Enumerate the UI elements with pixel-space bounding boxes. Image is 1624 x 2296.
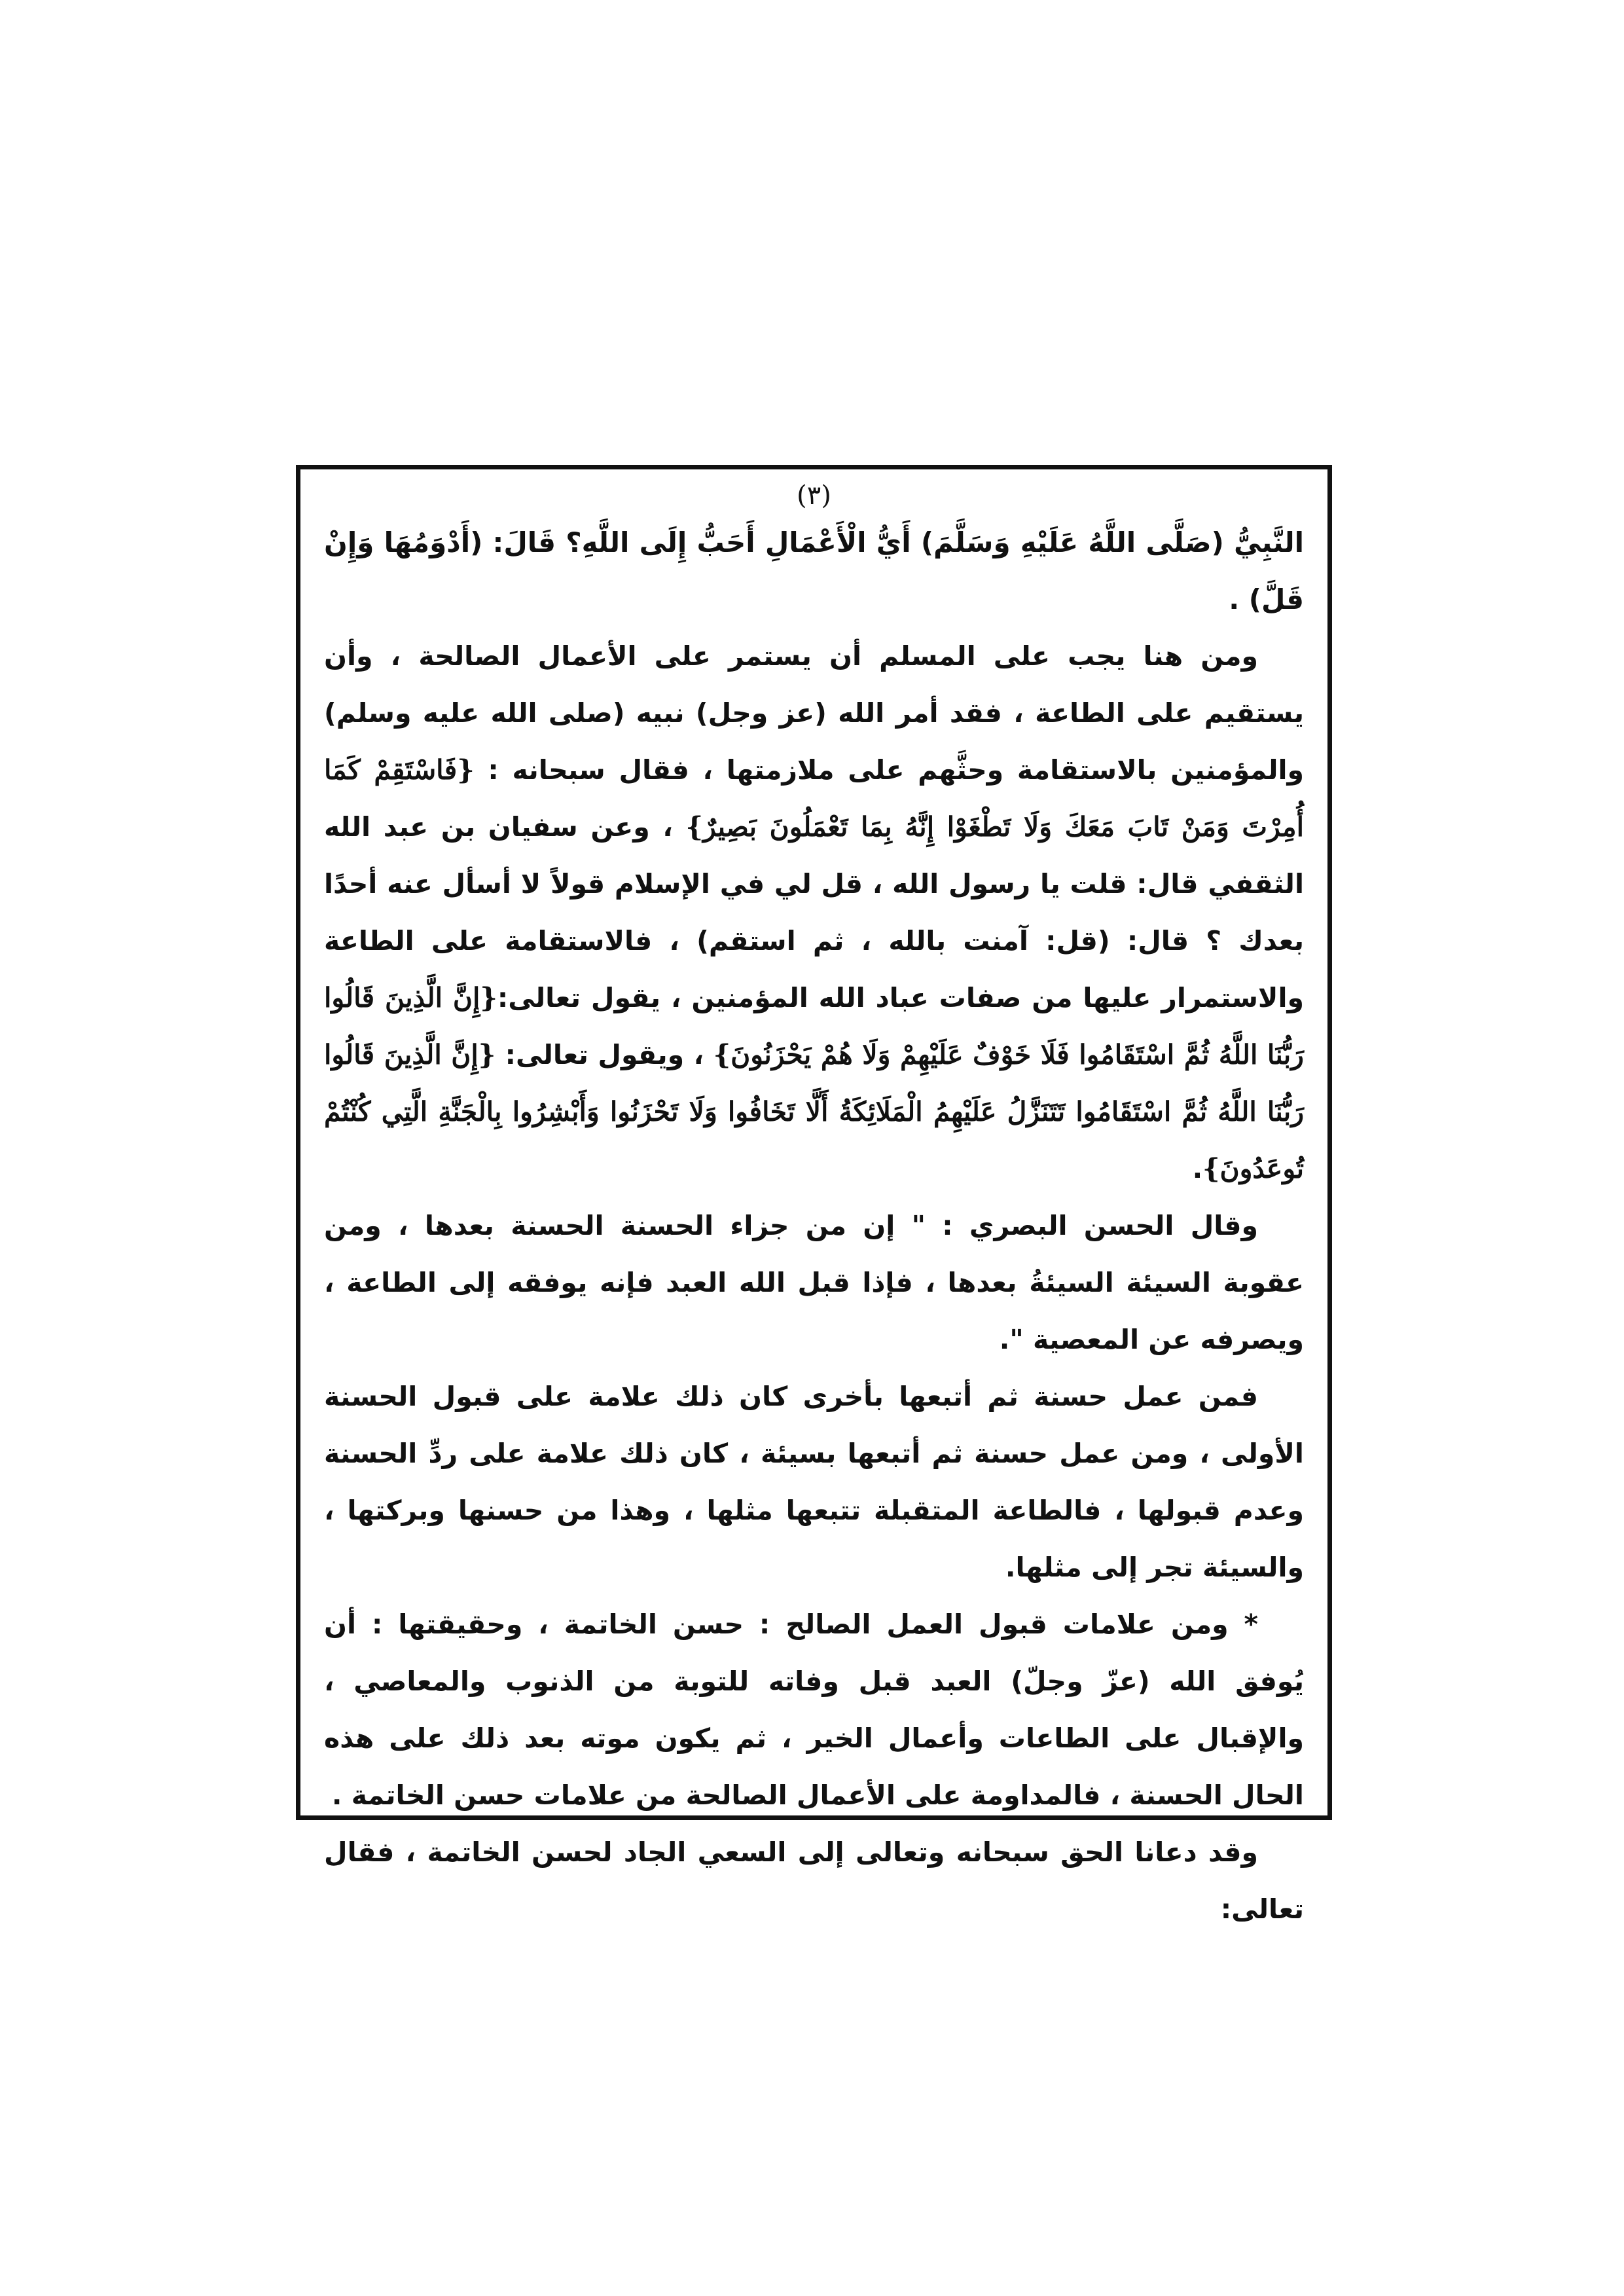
quran-verse-hud: {فَاسْتَقِمْ كَمَا أُمِرْتَ وَمَنْ تَابَ مَعَكَ وَلَا تَطْغَوْا إِنَّهُ بِمَا تَعْمَلُونَ بَصِيرٌ} <box>324 754 1304 843</box>
body-text <box>324 514 1304 1938</box>
paragraph-text: ومن هنا يجب على المسلم أن يستمر على الأعمال الصالحة ، وأن يستقيم على الطاعة ، فقد أمر الله (عز وجل) نبيه (صلى الله عليه وسلم) والمؤمنين بالاستقامة وحثَّهم على ملازمتها ، فقال سبحانه : <box>324 640 1305 786</box>
paragraph-hasan-basri <box>324 1197 1304 1368</box>
page-number: (٣) <box>797 481 831 511</box>
paragraph-istiqama <box>324 628 1304 1197</box>
hadith-text: النَّبِيُّ (صَلَّى اللَّهُ عَلَيْهِ وَسَلَّمَ) أَيُّ الْأَعْمَالِ أَحَبُّ إِلَى اللَّهِ؟ قَالَ: (أَدْوَمُهَا وَإِنْ قَلَّ) . <box>324 526 1304 615</box>
page-frame <box>296 465 1332 1925</box>
paragraph-text: وقد دعانا الحق سبحانه وتعالى إلى السعي الجاد لحسن الخاتمة ، فقال تعالى: <box>324 1836 1304 1925</box>
quran-verse-fussilat: {إِنَّ الَّذِينَ قَالُوا رَبُّنَا اللَّهُ ثُمَّ اسْتَقَامُوا تَتَنَزَّلُ عَلَيْهِمُ الْمَلَائِكَةُ أَلَّا تَخَافُوا وَلَا تَحْزَنُوا وَأَبْشِرُوا بِالْجَنَّةِ الَّتِي كُنْتُمْ تُوعَدُونَ} <box>324 1039 1304 1184</box>
quran-verse-ahqaf: {إِنَّ الَّذِينَ قَالُوا رَبُّنَا اللَّهُ ثُمَّ اسْتَقَامُوا فَلَا خَوْفٌ عَلَيْهِمْ وَلَا هُمْ يَحْزَنُونَ} <box>324 982 1304 1070</box>
paragraph-text: فمن عمل حسنة ثم أتبعها بأخرى كان ذلك علامة على قبول الحسنة الأولى ، ومن عمل حسنة ثم أتبعها بسيئة ، كان ذلك علامة على ردِّ الحسنة وعدم قبولها ، فالطاعة المتقبلة تتبعها مثلها ، وهذا من حسنها وبركتها ، والسيئة تجر إلى مثلها. <box>324 1381 1304 1583</box>
paragraph-hadith-continuation <box>324 514 1304 628</box>
paragraph-text: ، وعن سفيان بن عبد الله الثقفي قال: قلت يا رسول الله ، قل لي في الإسلام قولاً لا أسأل عنه أحدًا بعدك ؟ قال: (قل: آمنت بالله ، ثم استقم) ، فالاستقامة على الطاعة والاستمرار عليها من صفات عباد الله المؤمنين ، يقول تعالى: <box>324 811 1304 1013</box>
paragraph-text: * ومن علامات قبول العمل الصالح : حسن الخاتمة ، وحقيقتها : أن يُوفق الله (عزّ وجلّ) العبد قبل وفاته للتوبة من الذنوب والمعاصي ، والإقبال على الطاعات وأعمال الخير ، ثم يكون موته بعد ذلك على هذه الحال الحسنة ، فالمداومة على الأعمال الصالحة من علامات حسن الخاتمة . <box>324 1609 1304 1811</box>
paragraph-text: وقال الحسن البصري : " إن من جزاء الحسنة الحسنة بعدها ، ومن عقوبة السيئة السيئةُ بعدها ، فإذا قبل الله العبد فإنه يوفقه إلى الطاعة ، ويصرفه عن المعصية ". <box>324 1210 1304 1355</box>
paragraph-text: . <box>1192 1153 1203 1184</box>
paragraph-good-deeds <box>324 1368 1304 1596</box>
paragraph-closing <box>324 1824 1304 1938</box>
paragraph-good-ending <box>324 1596 1304 1824</box>
paragraph-text: ، ويقول تعالى: <box>496 1039 713 1070</box>
